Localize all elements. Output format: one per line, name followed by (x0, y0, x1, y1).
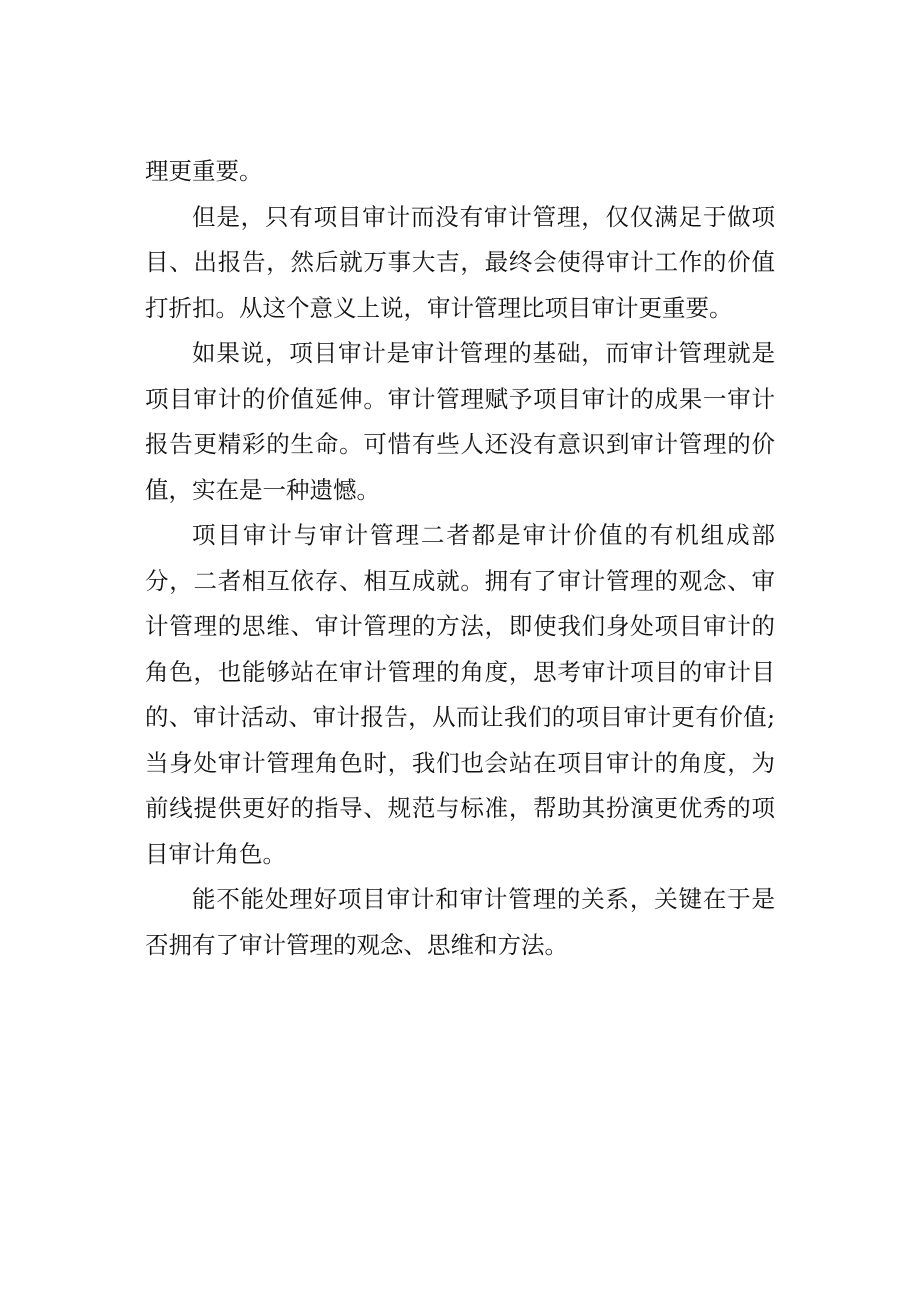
paragraph-continuation: 理更重要。 (145, 157, 263, 185)
paragraph: 如果说，项目审计是审计管理的基础，而审计管理就是项目审计的价值延伸。审计管理赋予项目审计的成果一审计报告更精彩的生命。可惜有些人还没有意识到审计管理的价值，实在是一种遗憾。 (145, 339, 775, 504)
paragraph: 但是，只有项目审计而没有审计管理，仅仅满足于做项目、出报告，然后就万事大吉，最终会使得审计工作的价值打折扣。从这个意义上说，审计管理比项目审计更重要。 (145, 202, 775, 322)
paragraph: 项目审计与审计管理二者都是审计价值的有机组成部分，二者相互依存、相互成就。拥有了审计管理的观念、审计管理的思维、审计管理的方法，即使我们身处项目审计的角色，也能够站在审计管理的角度，思考审计项目的审计目的、审计活动、审计报告，从而让我们的项目审计更有价值;当身处审计管理角色时，我们也会站在项目审计的角度，为前线提供更好的指导、规范与标准，帮助其扮演更优秀的项目审计角色。 (145, 521, 775, 868)
document-body (145, 149, 775, 968)
paragraph: 能不能处理好项目审计和审计管理的关系，关键在于是否拥有了审计管理的观念、思维和方法。 (145, 885, 775, 959)
